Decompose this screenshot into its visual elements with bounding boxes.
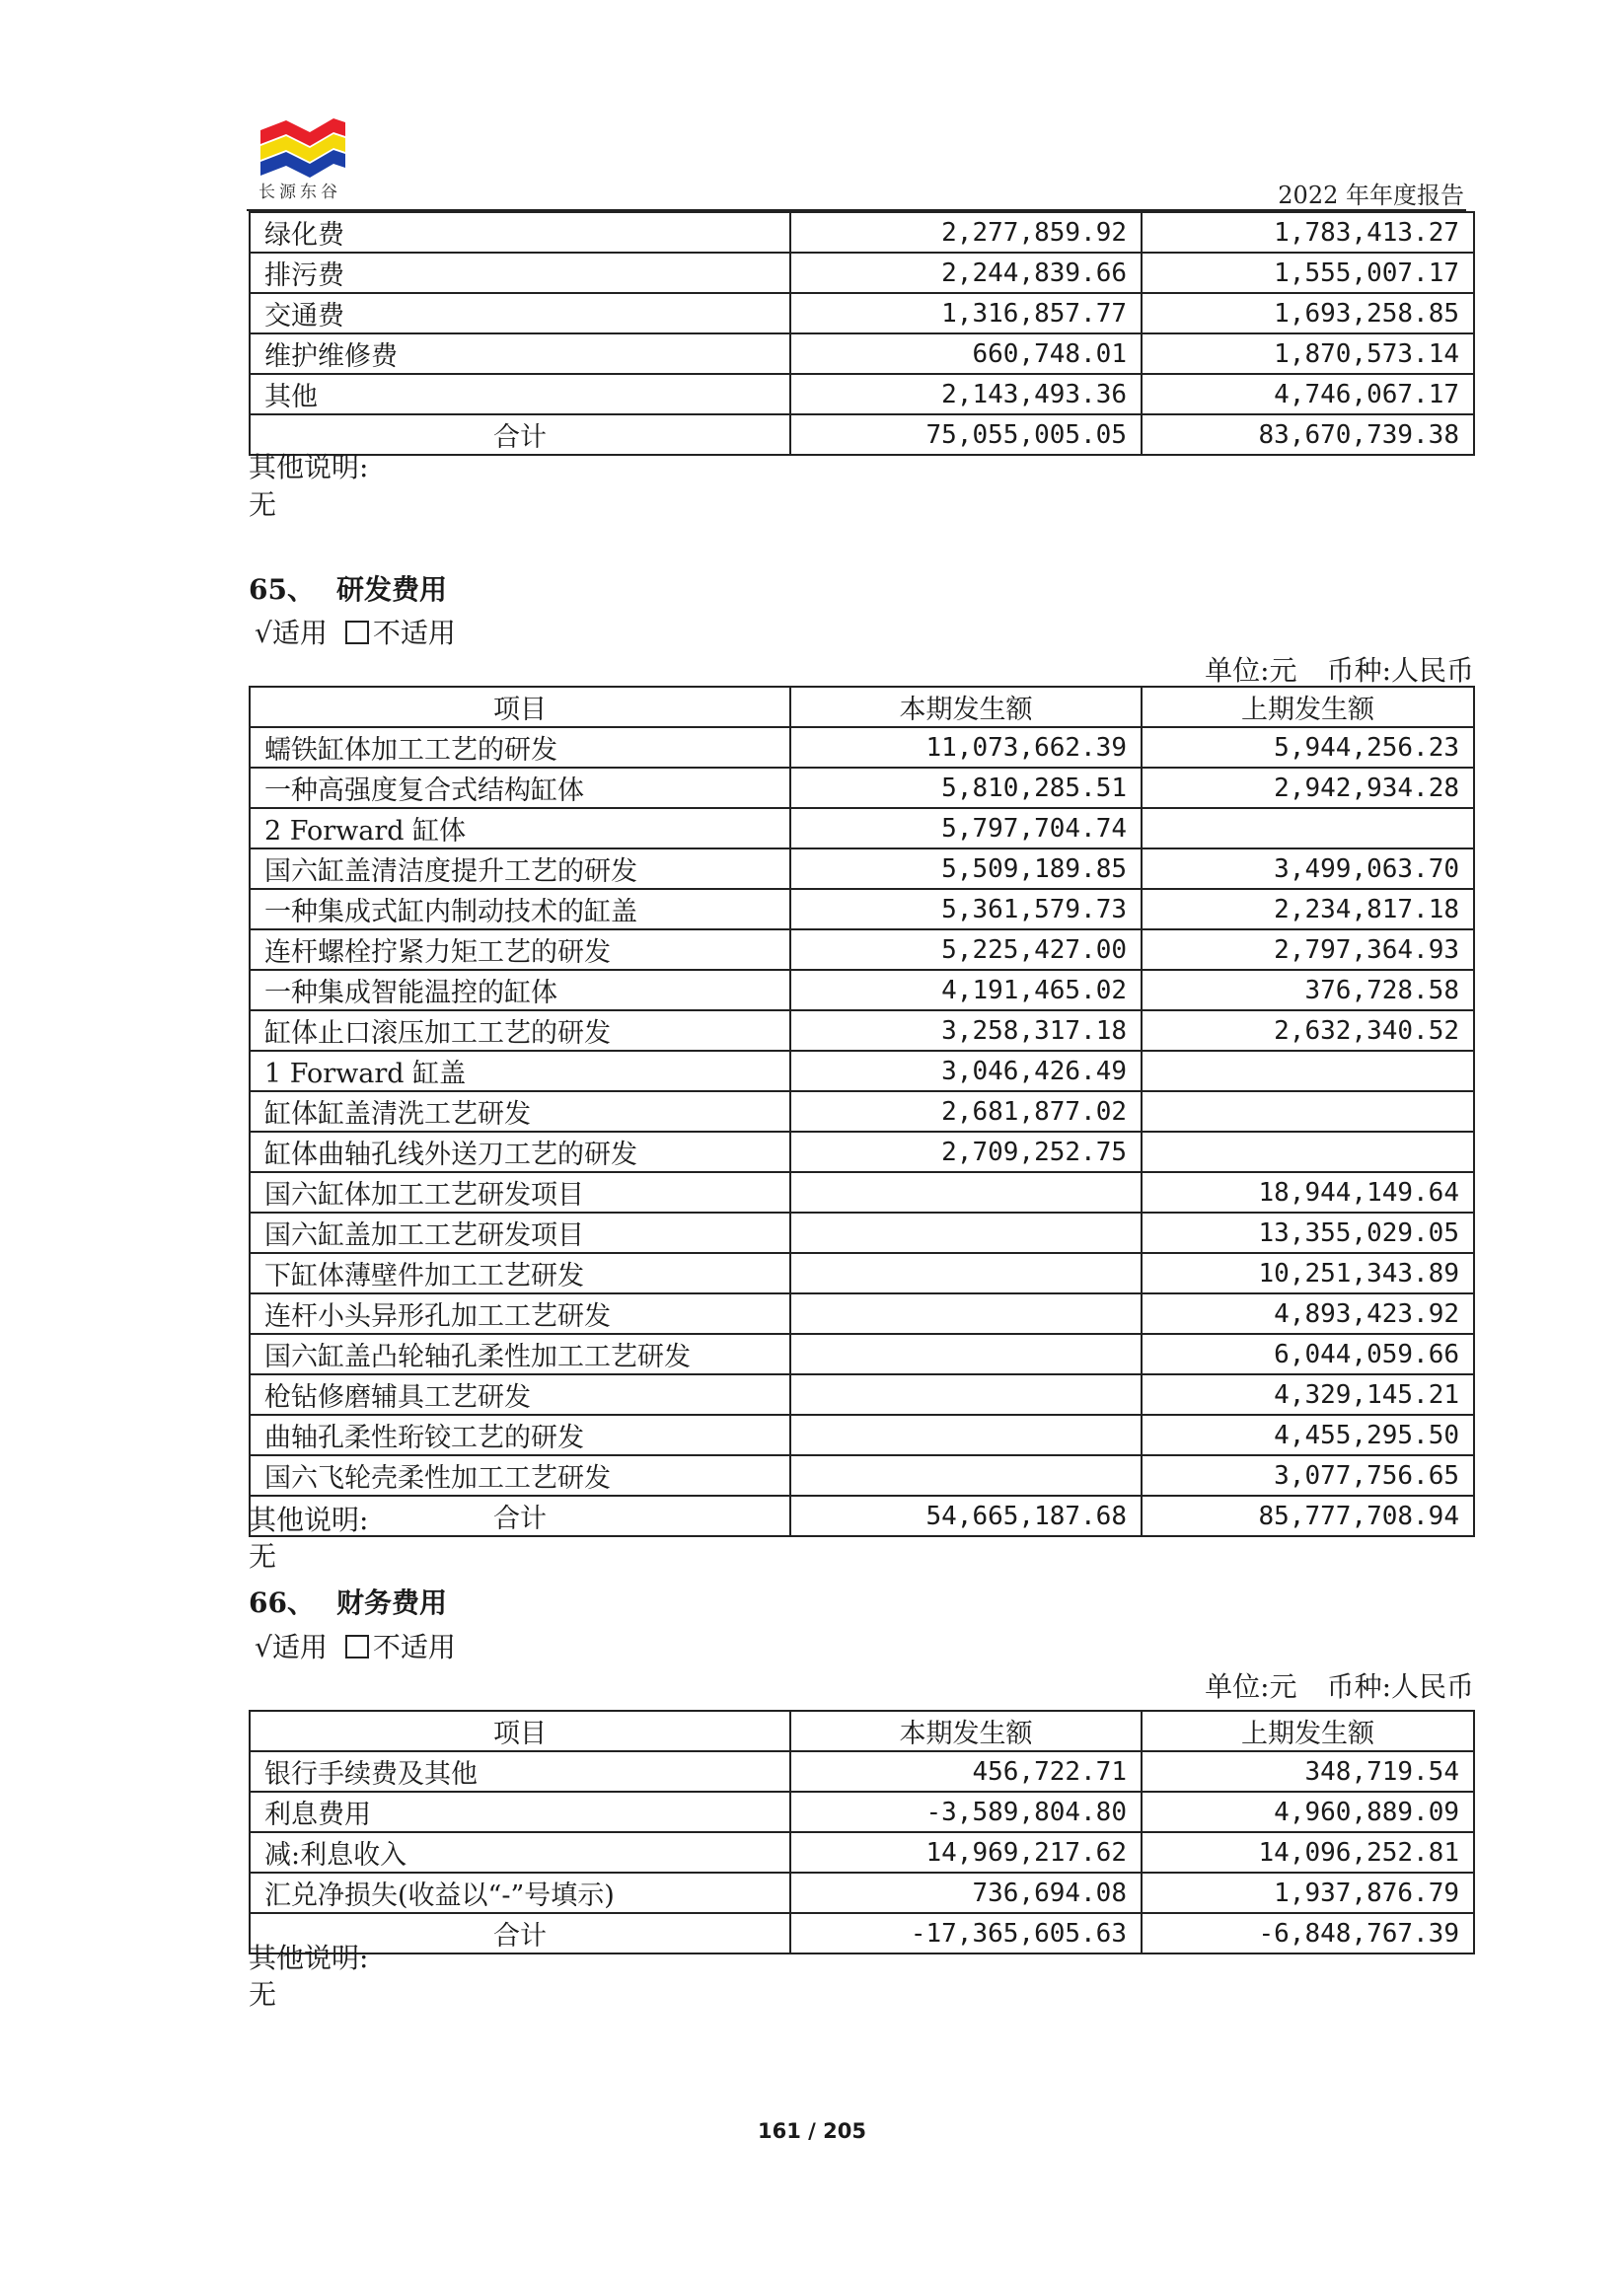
- applicable-option: √适用: [255, 1631, 328, 1663]
- column-header: 本期发生额: [790, 1711, 1142, 1751]
- note-value: 无: [249, 1978, 277, 2011]
- item-cell: 国六缸盖加工工艺研发项目: [250, 1213, 790, 1253]
- note-value: 无: [249, 488, 277, 521]
- item-cell: 减:利息收入: [250, 1832, 790, 1873]
- previous-amount-cell: 10,251,343.89: [1142, 1253, 1474, 1293]
- current-amount-cell: 5,509,189.85: [790, 848, 1142, 889]
- total-label-cell: 合计: [250, 1913, 790, 1953]
- page-number: 161 / 205: [758, 2119, 866, 2143]
- note-value: 无: [249, 1540, 277, 1573]
- table-row: [250, 1415, 1474, 1455]
- current-amount-cell: 660,748.01: [790, 333, 1142, 374]
- item-cell: 绿化费: [250, 212, 790, 253]
- table-row: [250, 1091, 1474, 1132]
- table-row: [250, 333, 1474, 374]
- current-amount-cell: [790, 1293, 1142, 1334]
- item-cell: 银行手续费及其他: [250, 1751, 790, 1792]
- unit-label: 单位:元: [1205, 1670, 1297, 1703]
- previous-amount-cell: 376,728.58: [1142, 970, 1474, 1010]
- item-cell: 曲轴孔柔性珩铰工艺的研发: [250, 1415, 790, 1455]
- report-title: 2022 年年度报告: [1278, 182, 1464, 209]
- currency-label: 币种:人民币: [1326, 1670, 1474, 1703]
- item-cell: 1 Forward 缸盖: [250, 1051, 790, 1091]
- previous-amount-cell: 2,234,817.18: [1142, 889, 1474, 929]
- previous-amount-cell: 18,944,149.64: [1142, 1172, 1474, 1213]
- current-amount-cell: 5,797,704.74: [790, 808, 1142, 848]
- current-amount-cell: [790, 1455, 1142, 1496]
- current-amount-cell: [790, 1213, 1142, 1253]
- table-row: [250, 1334, 1474, 1374]
- item-cell: 交通费: [250, 293, 790, 333]
- table-row: [250, 1751, 1474, 1792]
- applicability-66: [255, 1626, 456, 1665]
- previous-amount-cell: 348,719.54: [1142, 1751, 1474, 1792]
- previous-amount-cell: [1142, 1132, 1474, 1172]
- previous-amount-cell: 3,077,756.65: [1142, 1455, 1474, 1496]
- item-cell: 一种集成智能温控的缸体: [250, 970, 790, 1010]
- applicability-65: [255, 612, 456, 651]
- total-label-cell: 合计: [250, 414, 790, 455]
- item-cell: 利息费用: [250, 1792, 790, 1832]
- expense-table-continued: [249, 211, 1475, 456]
- previous-amount-cell: 1,937,876.79: [1142, 1873, 1474, 1913]
- column-header: 上期发生额: [1142, 687, 1474, 727]
- item-cell: 排污费: [250, 253, 790, 293]
- logo-text: 长源东谷: [258, 183, 341, 202]
- total-row: [250, 1913, 1474, 1953]
- table-row: [250, 848, 1474, 889]
- current-amount-cell: [790, 1415, 1142, 1455]
- item-cell: 汇兑净损失(收益以“-”号填示): [250, 1873, 790, 1913]
- total-row: [250, 1496, 1474, 1536]
- previous-amount-cell: 1,783,413.27: [1142, 212, 1474, 253]
- not-applicable-option: 不适用: [372, 617, 456, 649]
- checkbox-icon: [345, 1635, 369, 1658]
- item-cell: 国六缸盖清洁度提升工艺的研发: [250, 848, 790, 889]
- previous-amount-cell: 2,632,340.52: [1142, 1010, 1474, 1051]
- current-amount-cell: 2,244,839.66: [790, 253, 1142, 293]
- current-amount-cell: [790, 1374, 1142, 1415]
- table-header-row: [250, 687, 1474, 727]
- current-amount-cell: -3,589,804.80: [790, 1792, 1142, 1832]
- item-cell: 一种集成式缸内制动技术的缸盖: [250, 889, 790, 929]
- item-cell: 一种高强度复合式结构缸体: [250, 768, 790, 808]
- table-row: [250, 727, 1474, 768]
- previous-amount-cell: 85,777,708.94: [1142, 1496, 1474, 1536]
- unit-label: 单位:元: [1205, 654, 1297, 687]
- item-cell: 缸体止口滚压加工工艺的研发: [250, 1010, 790, 1051]
- current-amount-cell: 456,722.71: [790, 1751, 1142, 1792]
- previous-amount-cell: 1,870,573.14: [1142, 333, 1474, 374]
- item-cell: 国六缸体加工工艺研发项目: [250, 1172, 790, 1213]
- item-cell: 枪钻修磨辅具工艺研发: [250, 1374, 790, 1415]
- current-amount-cell: 3,258,317.18: [790, 1010, 1142, 1051]
- column-header: 本期发生额: [790, 687, 1142, 727]
- current-amount-cell: 2,709,252.75: [790, 1132, 1142, 1172]
- financial-expense-table: [249, 1710, 1475, 1954]
- item-cell: 缸体缸盖清洗工艺研发: [250, 1091, 790, 1132]
- total-row: [250, 414, 1474, 455]
- table-row: [250, 1792, 1474, 1832]
- unit-currency-66: [1205, 1665, 1474, 1705]
- previous-amount-cell: [1142, 808, 1474, 848]
- previous-amount-cell: [1142, 1051, 1474, 1091]
- table-row: [250, 1374, 1474, 1415]
- item-cell: 下缸体薄壁件加工工艺研发: [250, 1253, 790, 1293]
- table-row: [250, 1132, 1474, 1172]
- unit-currency-65: [1205, 649, 1474, 689]
- column-header: 项目: [250, 1711, 790, 1751]
- checkbox-icon: [345, 621, 369, 644]
- table-row: [250, 1051, 1474, 1091]
- previous-amount-cell: 5,944,256.23: [1142, 727, 1474, 768]
- table-row: [250, 1873, 1474, 1913]
- section-heading-66: [249, 1582, 447, 1621]
- previous-amount-cell: 4,455,295.50: [1142, 1415, 1474, 1455]
- item-cell: 连杆小头异形孔加工工艺研发: [250, 1293, 790, 1334]
- currency-label: 币种:人民币: [1326, 654, 1474, 687]
- table-row: [250, 212, 1474, 253]
- previous-amount-cell: 4,746,067.17: [1142, 374, 1474, 414]
- not-applicable-option: 不适用: [372, 1631, 456, 1663]
- previous-amount-cell: 1,693,258.85: [1142, 293, 1474, 333]
- column-header: 上期发生额: [1142, 1711, 1474, 1751]
- table-row: [250, 929, 1474, 970]
- previous-amount-cell: 2,797,364.93: [1142, 929, 1474, 970]
- table-row: [250, 768, 1474, 808]
- section-title: 研发费用: [335, 573, 447, 606]
- current-amount-cell: 2,681,877.02: [790, 1091, 1142, 1132]
- current-amount-cell: 3,046,426.49: [790, 1051, 1142, 1091]
- rd-expense-table: [249, 686, 1475, 1537]
- current-amount-cell: 2,277,859.92: [790, 212, 1142, 253]
- table-row: [250, 1293, 1474, 1334]
- current-amount-cell: [790, 1172, 1142, 1213]
- current-amount-cell: 11,073,662.39: [790, 727, 1142, 768]
- current-amount-cell: 14,969,217.62: [790, 1832, 1142, 1873]
- current-amount-cell: -17,365,605.63: [790, 1913, 1142, 1953]
- previous-amount-cell: 2,942,934.28: [1142, 768, 1474, 808]
- current-amount-cell: 736,694.08: [790, 1873, 1142, 1913]
- item-cell: 其他: [250, 374, 790, 414]
- total-label-cell: 合计: [250, 1496, 790, 1536]
- previous-amount-cell: 6,044,059.66: [1142, 1334, 1474, 1374]
- item-cell: 2 Forward 缸体: [250, 808, 790, 848]
- previous-amount-cell: 4,893,423.92: [1142, 1293, 1474, 1334]
- table-row: [250, 889, 1474, 929]
- item-cell: 国六飞轮壳柔性加工工艺研发: [250, 1455, 790, 1496]
- current-amount-cell: [790, 1334, 1142, 1374]
- note-label: 其他说明:: [249, 1942, 369, 1974]
- current-amount-cell: 4,191,465.02: [790, 970, 1142, 1010]
- current-amount-cell: 2,143,493.36: [790, 374, 1142, 414]
- note-label: 其他说明:: [249, 1504, 369, 1536]
- current-amount-cell: 75,055,005.05: [790, 414, 1142, 455]
- table-row: [250, 374, 1474, 414]
- table-row: [250, 808, 1474, 848]
- previous-amount-cell: [1142, 1091, 1474, 1132]
- section-number: 65、: [249, 573, 315, 606]
- current-amount-cell: 1,316,857.77: [790, 293, 1142, 333]
- table-row: [250, 293, 1474, 333]
- table-row: [250, 1213, 1474, 1253]
- current-amount-cell: 5,810,285.51: [790, 768, 1142, 808]
- current-amount-cell: 54,665,187.68: [790, 1496, 1142, 1536]
- previous-amount-cell: 1,555,007.17: [1142, 253, 1474, 293]
- applicable-option: √适用: [255, 617, 328, 649]
- previous-amount-cell: 4,329,145.21: [1142, 1374, 1474, 1415]
- current-amount-cell: 5,361,579.73: [790, 889, 1142, 929]
- note-label: 其他说明:: [249, 451, 369, 483]
- previous-amount-cell: 13,355,029.05: [1142, 1213, 1474, 1253]
- table-row: [250, 970, 1474, 1010]
- section-title: 财务费用: [335, 1586, 447, 1619]
- current-amount-cell: [790, 1253, 1142, 1293]
- table-row: [250, 1172, 1474, 1213]
- previous-amount-cell: 4,960,889.09: [1142, 1792, 1474, 1832]
- previous-amount-cell: 83,670,739.38: [1142, 414, 1474, 455]
- section-heading-65: [249, 568, 447, 608]
- table-row: [250, 253, 1474, 293]
- item-cell: 维护维修费: [250, 333, 790, 374]
- item-cell: 连杆螺栓拧紧力矩工艺的研发: [250, 929, 790, 970]
- table-row: [250, 1455, 1474, 1496]
- section-number: 66、: [249, 1586, 315, 1619]
- item-cell: 缸体曲轴孔线外送刀工艺的研发: [250, 1132, 790, 1172]
- table-row: [250, 1010, 1474, 1051]
- previous-amount-cell: 14,096,252.81: [1142, 1832, 1474, 1873]
- column-header: 项目: [250, 687, 790, 727]
- item-cell: 蠕铁缸体加工工艺的研发: [250, 727, 790, 768]
- table-row: [250, 1832, 1474, 1873]
- table-header-row: [250, 1711, 1474, 1751]
- table-row: [250, 1253, 1474, 1293]
- item-cell: 国六缸盖凸轮轴孔柔性加工工艺研发: [250, 1334, 790, 1374]
- previous-amount-cell: 3,499,063.70: [1142, 848, 1474, 889]
- previous-amount-cell: -6,848,767.39: [1142, 1913, 1474, 1953]
- current-amount-cell: 5,225,427.00: [790, 929, 1142, 970]
